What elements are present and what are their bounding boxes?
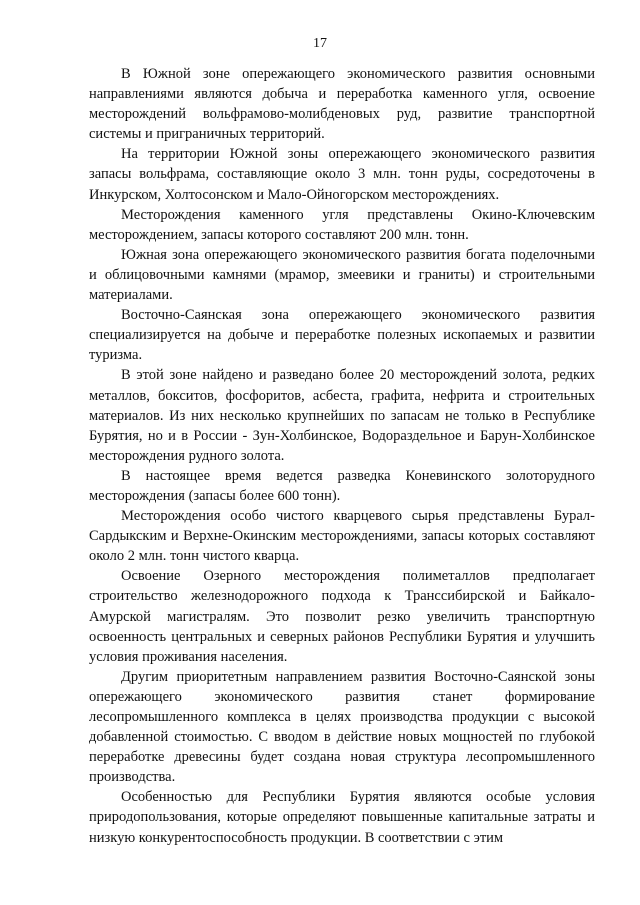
paragraph: В этой зоне найдено и разведано более 20 месторождений золота, редких металлов, бокситов, фосфоритов, асбеста, графита, нефрита и строительных материалов. Из них несколько крупнейших по запасам не только в Республике Бурятия, но и в России - Зун-Холбинское, Водораздельное и Барун-Холбинское месторождения рудного золота. (89, 367, 595, 464)
paragraph: Особенностью для Республики Бурятия являются особые условия природопользования, которые определяют повышенные капитальные затраты и низкую конкурентоспособность продукции. В соответствии с этим (89, 789, 595, 846)
paragraph: Месторождения каменного угля представлены Окино-Ключевским месторождением, запасы которого составляют 200 млн. тонн. (89, 206, 595, 243)
paragraph: В Южной зоне опережающего экономического развития основными направлениями являются добыча и переработка каменного угля, освоение месторождений вольфрамово-молибденовых руд, развитие транспортной системы и приграничных территорий. (89, 66, 595, 143)
document-body (89, 64, 595, 848)
paragraph: На территории Южной зоны опережающего экономического развития запасы вольфрама, составляющие около 3 млн. тонн руды, сосредоточены в Инкурском, Холтосонском и Мало-Ойногорском месторождениях. (89, 146, 595, 203)
paragraph: Южная зона опережающего экономического развития богата поделочными и облицовочными камнями (мрамор, змеевики и граниты) и строительными материалами. (89, 246, 595, 304)
paragraph: Восточно-Саянская зона опережающего экономического развития специализируется на добыче и переработке полезных ископаемых и развитии туризма. (89, 307, 595, 364)
paragraph: В настоящее время ведется разведка Коневинского золоторудного месторождения (запасы более 600 тонн). (89, 467, 595, 504)
paragraph: Месторождения особо чистого кварцевого сырья представлены Бурал-Сардыкским и Верхне-Окинским месторождениями, запасы которых составляют около 2 млн. тонн чистого кварца. (89, 508, 595, 565)
page-number: 17 (313, 36, 327, 51)
paragraph: Другим приоритетным направлением развития Восточно-Саянской зоны опережающего экономического развития станет формирование лесопромышленного комплекса в целях производства продукции с высокой добавленной стоимостью. С вводом в действие новых мощностей по глубокой переработке древесины будет создана новая структура лесопромышленного производства. (89, 668, 595, 786)
paragraph: Освоение Озерного месторождения полиметаллов предполагает строительство железнодорожного подхода к Транссибирской и Байкало-Амурской магистралям. Это позволит резко увеличить транспортную освоенность центральных и северных районов Республики Бурятия и улучшить условия проживания населения. (89, 568, 595, 665)
